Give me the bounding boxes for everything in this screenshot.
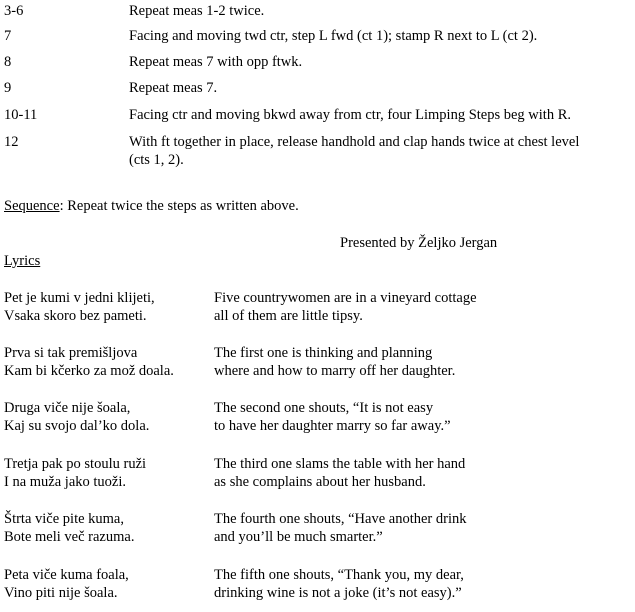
lyric-translation-line: The fourth one shouts, “Have another drink xyxy=(214,511,467,527)
step-description: Repeat meas 7. xyxy=(129,80,218,96)
lyric-translation-line: The first one is thinking and planning xyxy=(214,345,433,361)
lyric-original-line: Vsaka skoro bez pameti. xyxy=(4,308,147,324)
lyric-original-line: Kaj su svojo dal’ko dola. xyxy=(4,418,150,434)
sequence-line xyxy=(4,197,299,215)
step-description: Repeat meas 1-2 twice. xyxy=(129,3,265,19)
lyric-original-line: Štrta viče pite kuma, xyxy=(4,511,124,527)
lyric-translation-line: as she complains about her husband. xyxy=(214,474,426,490)
lyric-original-line: Tretja pak po stoulu ruži xyxy=(4,456,147,472)
step-description-continued: (cts 1, 2). xyxy=(129,152,184,168)
step-description: Facing and moving twd ctr, step L fwd (ct 1); stamp R next to L (ct 2). xyxy=(129,28,538,44)
sequence-label: Sequence xyxy=(4,198,60,214)
lyrics-heading: Lyrics xyxy=(4,253,41,269)
lyric-translation-line: and you’ll be much smarter.” xyxy=(214,529,383,545)
measure-number: 12 xyxy=(4,134,19,150)
measure-number: 10-11 xyxy=(4,107,38,123)
measure-number: 8 xyxy=(4,54,12,70)
step-description: With ft together in place, release handhold and clap hands twice at chest level xyxy=(129,134,580,150)
measure-number: 7 xyxy=(4,28,12,44)
lyric-translation-line: The fifth one shouts, “Thank you, my dear, xyxy=(214,567,464,583)
lyric-translation-line: where and how to marry off her daughter. xyxy=(214,363,456,379)
lyric-translation-line: Five countrywomen are in a vineyard cottage xyxy=(214,290,477,306)
lyric-translation-line: The second one shouts, “It is not easy xyxy=(214,400,434,416)
lyric-translation-line: to have her daughter marry so far away.” xyxy=(214,418,451,434)
lyric-original-line: Kam bi kčerko za mož doala. xyxy=(4,363,174,379)
step-description: Facing ctr and moving bkwd away from ctr, four Limping Steps beg with R. xyxy=(129,107,571,123)
lyric-original-line: Druga viče nije šoala, xyxy=(4,400,131,416)
lyric-original-line: I na muža jako tuoži. xyxy=(4,474,126,490)
lyric-original-line: Prva si tak premišljova xyxy=(4,345,138,361)
lyric-original-line: Vino piti nije šoala. xyxy=(4,585,118,601)
lyric-translation-line: drinking wine is not a joke (it’s not easy).” xyxy=(214,585,462,601)
measure-number: 9 xyxy=(4,80,12,96)
lyric-original-line: Bote meli več razuma. xyxy=(4,529,135,545)
step-description: Repeat meas 7 with opp ftwk. xyxy=(129,54,303,70)
measure-number: 3-6 xyxy=(4,3,24,19)
lyric-original-line: Pet je kumi v jedni klijeti, xyxy=(4,290,155,306)
presenter-credit: Presented by Željko Jergan xyxy=(340,235,498,251)
lyric-translation-line: all of them are little tipsy. xyxy=(214,308,363,324)
lyric-original-line: Peta viče kuma foala, xyxy=(4,567,129,583)
sequence-text: : Repeat twice the steps as written above. xyxy=(59,198,299,214)
lyric-translation-line: The third one slams the table with her hand xyxy=(214,456,466,472)
